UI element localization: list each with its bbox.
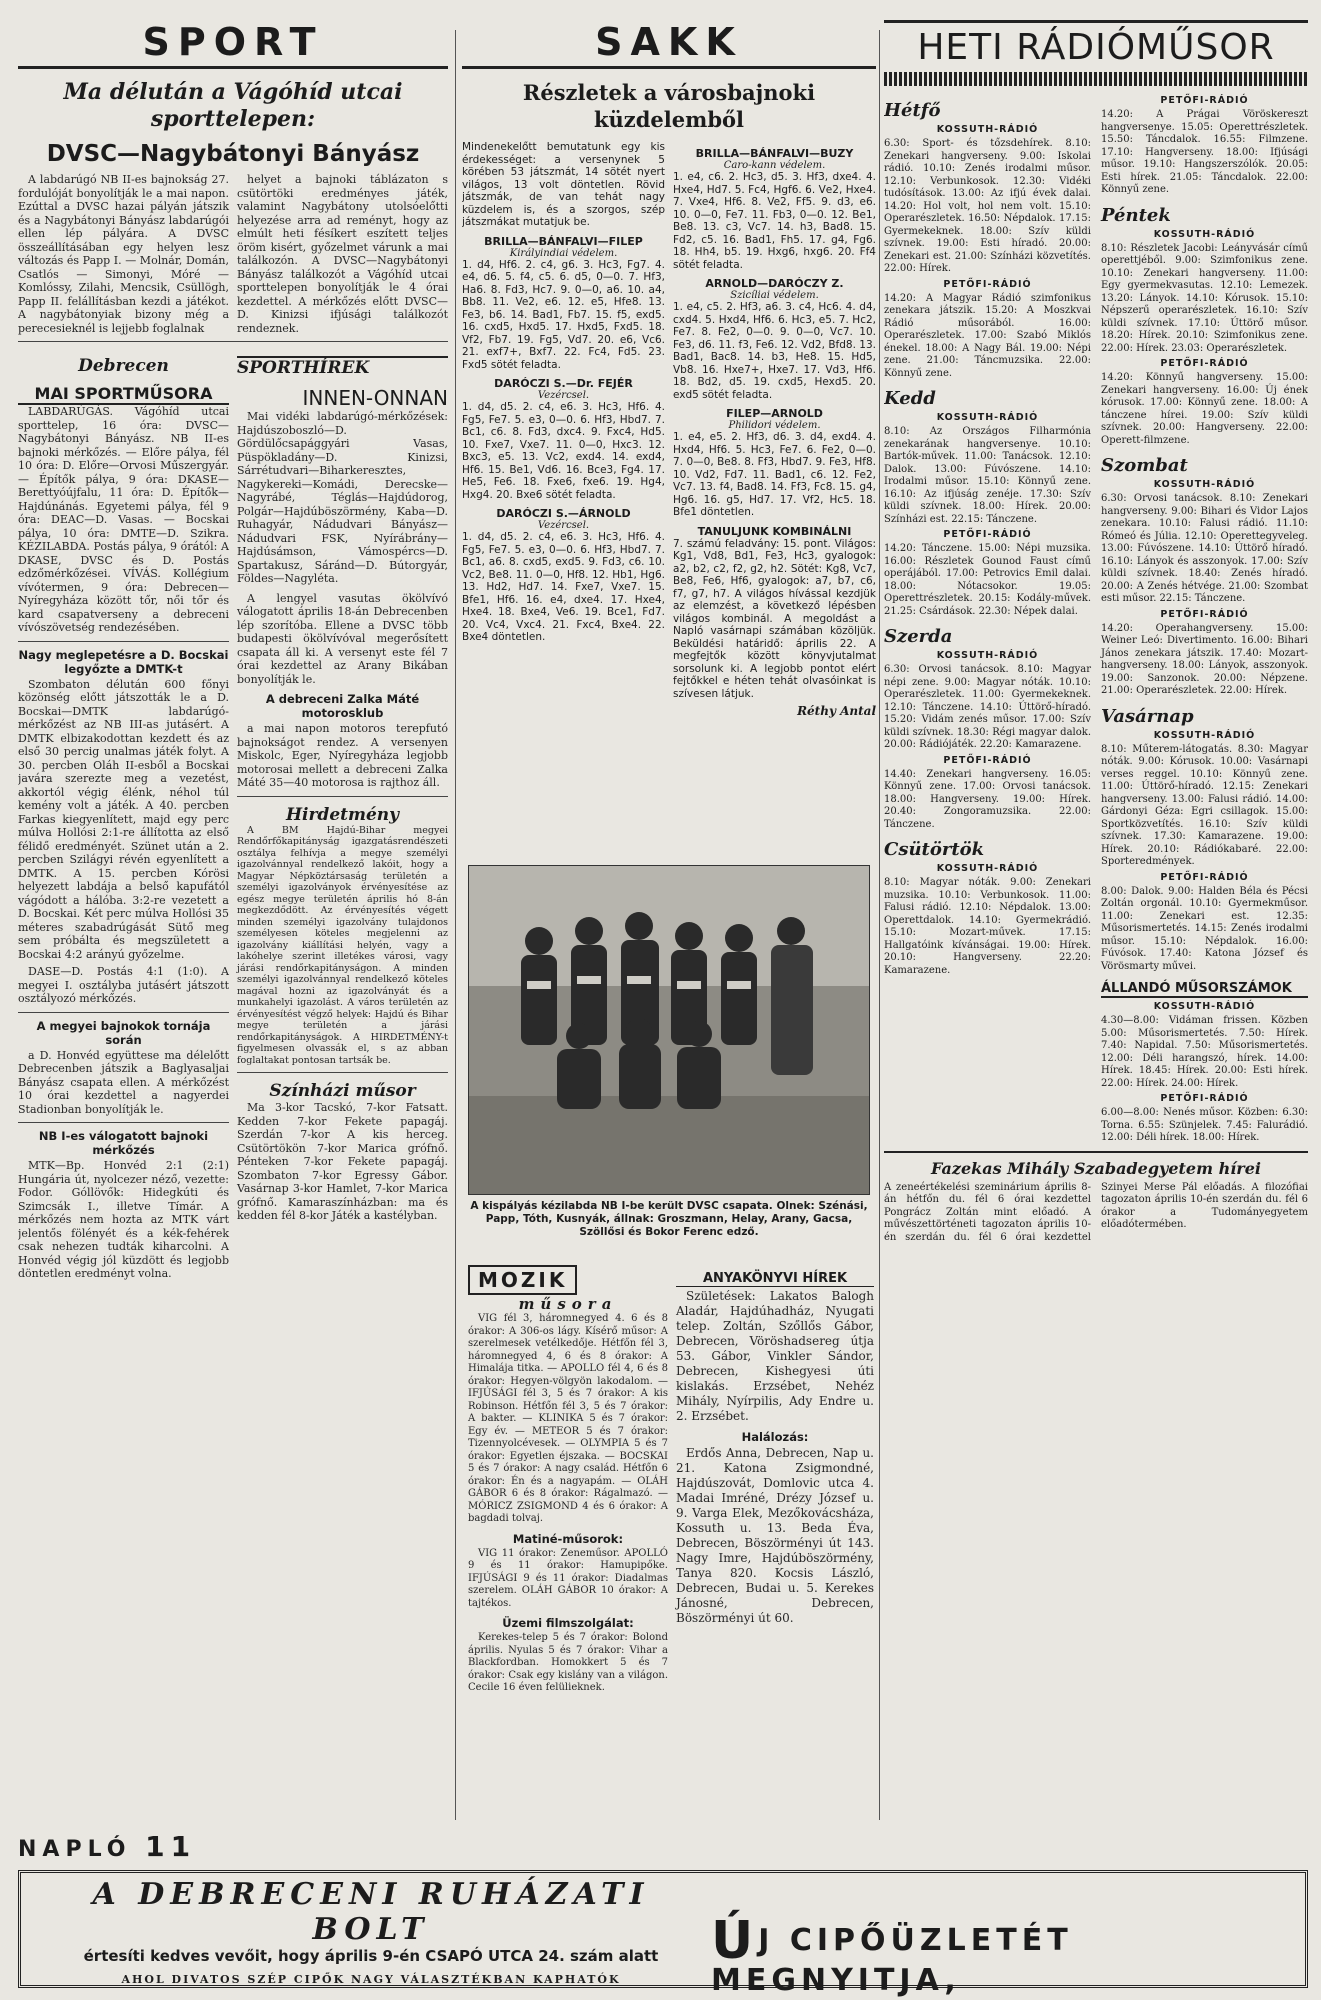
- program-text: 8.10: Magyar nóták. 9.00: Zenekari muzsika. 10.10: Verbunkosok. 11.00: Falusi rádió. 12.10: Népdalok. 13.00: Operettdalok. 14.10: Gyermekrádió. 15.10: Mozart-művek. 17.15: Hallgatóink kívánságai. 19.00: Hírek. 20.10: Hangverseny. 22.20: Kamarazene.: [884, 877, 1091, 976]
- station-label: KOSSUTH-RÁDIÓ: [936, 124, 1039, 135]
- mozik-title: MOZIK: [468, 1265, 577, 1295]
- anyakonyv-szuletes: Születések: Lakatos Balogh Aladár, Hajdúhadház, Nyugati telep. Zoltán, Szőllős Gábor, Debrecen, Vöröshadsereg útja 53. Gábor, Vinkler Sándor, Debrecen, Kishegyesi úti kislakás. Erzsébet, Nehéz Mihály, Nyírpilis, Ady Endre u. 2. Erzsébet.: [676, 1289, 874, 1423]
- naplo-label: NAPLÓ: [18, 1837, 132, 1862]
- station-label: KOSSUTH-RÁDIÓ: [1153, 228, 1256, 240]
- matine-text: VIG 11 órakor: Zeneműsor. APOLLÓ 9 és 11 órakor: Hamupipőke. IFJÚSÁGI 9 és 11 órakor: Diadalmas szerelem. OLÁH GÁBOR 10 órakor: A tajtékos.: [468, 1547, 668, 1609]
- radio-day-vasarnap: Vasárnap: [1101, 705, 1194, 727]
- station-label: KOSSUTH-RÁDIÓ: [1153, 729, 1256, 741]
- sakk-left: [462, 141, 665, 718]
- station-label: PETŐFI-RÁDIÓ: [1160, 1093, 1249, 1104]
- program-text: 14.20: A Magyar Rádió szimfonikus zenekara játszik. 15.20: A Moszkvai Rádió műsorából. 16.00: Operarészletek. 17.00: Szabó Miklós énekel. 18.00: A Nagy Bál. 19.00: Népi zene. 21.00: Táncmuzsika. 22.00: Könnyű zene.: [884, 292, 1091, 379]
- ad-line: értesíti kedves vevőit, hogy április 9-én CSAPÓ UTCA 24. szám alatt: [83, 1947, 659, 1965]
- sakk-signature: Réthy Antal: [797, 704, 876, 718]
- station-label: KOSSUTH-RÁDIÓ: [936, 863, 1039, 874]
- mai-sportmusor-title: Debrecen: [78, 356, 169, 376]
- bocskai-text: Szombaton délután 600 főnyi közönség előtt játszották le a D. Bocskai—DMTK labdarúgó-mérkőzést az NB III-as jutásért. A DMTK elbizakodottan kezdett és az első 30 percig unalmas játék folyt. A 30. percben Oláh II-esből a Bocskai javára szerezte meg a vezetést, akkortól végig élénk, néhol túl kemény volt a játék. A 40. percben Farkas kiegyenlített, majd egy perc múlva Hollósi 2:1-re állította az első félidő eredményét. Szünet után a 2. percben Szilágyi révén egyenlített a DMTK. A 15. percben Kórösi helyezett labdája a belső kapufától vágódott a hálóba. 3:2-re vezetett a D. Bocskai. Két perc múlva Hollósi 35 méteres szabadrúgását Sütő meg sem próbálta és megszületett a Bocskai 4:2 arányú győzelme.: [18, 677, 229, 961]
- divider: [18, 1012, 229, 1013]
- game-6-opening: Philidori védelem.: [728, 420, 821, 431]
- radio-title-rule: [884, 72, 1308, 86]
- kombinal-text: 7. számú feladvány: 15. pont. Világos: Kg1, Vd8, Bd1, Fe3, Hc3, gyalogok: a2, b2, c2, f2, g2, h2. Sötét: Kg8, Vc7, Be8, Fe6, Hf6, gyalogok: a7, b7, c6, f7, g7, h7. A világos hívással kezdjük az elemzést, a következő lépésben világos kombinál. A megoldást a Napló vasárnapi számában közöljük. Beküldési határidő: április 22. A megfejtők között könyvjutalmat sorsolunk ki. A legjobb pontot elért fejtőkkel e héten tehát olvasóinkat is szívesen látjuk.: [673, 537, 876, 700]
- game-3-head: DARÓCZI S.—ÁRNOLD: [496, 507, 631, 520]
- megyei-headline: A megyei bajnokok tornája során: [36, 1018, 211, 1047]
- mozik-section: [468, 1265, 668, 1695]
- station-label: KOSSUTH-RÁDIÓ: [1153, 1001, 1256, 1012]
- program-text: 14.20: Könnyű hangverseny. 15.00: Zenekari hangverseny. 16.00: Új ének kórusok. 17.00: Könnyű zene. 18.00: A tánczene hírei. 19.00: Szív küldi szívnek. 20.00: Hangverseny. 22.00: Operett-filmzene.: [1101, 372, 1308, 446]
- mai-sportmusor-subtitle: MAI SPORTMŰSORA: [18, 384, 229, 405]
- uzemi-head: Üzemi filmszolgálat:: [502, 1616, 634, 1630]
- station-label: PETŐFI-RÁDIÓ: [1160, 871, 1249, 883]
- radio-right-col: [1101, 92, 1308, 1145]
- column-rule: [455, 30, 456, 1820]
- bocskai-headline: Nagy meglepetésre a D. Bocskai legyőzte a DMTK-t: [18, 647, 229, 676]
- program-text: 14.40: Zenekari hangverseny. 16.05: Könnyű zene. 17.00: Orvosi tanácsok. 18.00: Hangverseny. 19.00: Hírek. 20.40: Zongoramuzsika. 22.00: Tánczene.: [884, 768, 1091, 830]
- station-label: PETŐFI-RÁDIÓ: [943, 278, 1032, 290]
- game-5-head: ARNOLD—DARÓCZY Z.: [705, 277, 844, 290]
- divider: [18, 341, 448, 342]
- dase-text: DASE—D. Postás 4:1 (1:0). A megyei I. osztályba jutásért játszott osztályozó mérkőzés.: [18, 965, 229, 1005]
- ad-headline: [711, 1903, 1305, 1998]
- game-6-head: FILEP—ARNOLD: [726, 407, 823, 420]
- team-photo: [468, 865, 870, 1195]
- program-text: 14.20: A Prágai Vöröskereszt hangversenye. 15.05: Operettrészletek. 15.50: Táncdalok. 16.55: Filmzene. 17.10: Hangverseny. 18.00: Ifjúsági műsor. 19.10: Hangszerszólók. 20.05: Esti hírek. 21.05: Táncdalok. 22.00: Könnyű zene.: [1101, 109, 1308, 195]
- kombinal-head: TANULJUNK KOMBINÁLNI: [697, 524, 852, 538]
- program-text: 8.00: Dalok. 9.00: Halden Béla és Pécsi Zoltán orgonál. 10.10: Gyermekműsor. 11.00: Zenekari est. 12.35: Műsorismertetés. 14.15: Zenés irodalmi műsor. 15.10: Népdalok. 16.00: Fúvósok. 17.40: Katona József és Vörösmarty művei.: [1101, 885, 1308, 972]
- matine-head: Matiné-műsorok:: [512, 1531, 624, 1546]
- game-3-opening: Vezércsel.: [537, 520, 590, 531]
- radio-day-kedd: Kedd: [884, 388, 936, 409]
- hirdetmeny-text: A BM Hajdú-Bihar megyei Rendőrfőkapitányság igazgatásrendészeti osztálya felhívja a megye személyi igazolvánnyal rendelkező lakóit, hogy a Magyar Népköztársaság területén a személyi igazolványok érvényesítése az egész megye területén április hó 8-án megkezdődött. Az érvényesítés végett minden személyi igazolvány tulajdonos személyesen köteles megjelenni az igazolvány kiállítási helyén, vagy a lakóhelye szerint illetékes városi, vagy járási rendőrkapitányságon. A minden személyi igazolvánnyal rendelkező köteles magával hozni az igazolványát és a munkahelyi igazolást. A város területén az érvényesítést végző helyek: Hajdú és Bihar megye területén a járási rendőrkapitányságok. A HIRDETMÉNY-t figyelmesen olvassák el, s az abban foglaltakat pontosan tartsák be.: [237, 824, 448, 1066]
- mozik-subtitle: műsora: [518, 1295, 618, 1313]
- radio-left-col: [884, 92, 1091, 1145]
- game-4-opening: Caro-kann védelem.: [723, 160, 826, 171]
- station-label: KOSSUTH-RÁDIÓ: [936, 412, 1039, 423]
- game-2-head: DARÓCZI S.—Dr. FEJÉR: [494, 377, 633, 390]
- sakk-right: [673, 141, 876, 718]
- uzemi-text: Kerekes-telep 5 és 7 órakor: Bolond április. Nyulas 5 és 7 órakor: Vihar a Blackfordban. Homokkert 5 és 7 órakor: Csak egy kislány van a világon. Cecile 16 éven felülieknek.: [468, 1632, 668, 1693]
- ad-title: A DEBRECENI RUHÁZATI BOLT: [92, 1877, 650, 1947]
- sport-column: [18, 20, 448, 1850]
- game-3-moves: 1. d4, d5. 2. c4, e6. 3. Hc3, Hf6. 4. Fg5, Fe7. 5. e3, 0—0. 6. Hf3, Hbd7. 7. Bc1, a6. 8. cxd5, exd5. 9. Fd3, c6. 10. Vc2, Be8. 11. 0—0, Hf8. 12. Hb1, Hg6. 13. Hd2, Hd7. 14. Fxe7, Vxe7. 15. Bfe1, Hf6. 16. e4, dxe4. 17. Hxe4, Hxe4. 18. Bxe4, Ve6. 19. Bce1, Fd7. 20. Vc4, Vxc4. 21. Fxc4, Bxe4. 22. Bxe4 döntetlen.: [462, 531, 665, 643]
- zalka-text: a mai napon motoros terepfutó bajnokságot rendez. A versenyen Miskolc, Eger, Nyíregyháza legjobb motorosai mellett a debreceni Zalka Máté 35—40 motorosa is rajthoz áll.: [237, 722, 448, 789]
- divider: [237, 796, 448, 797]
- program-text: 6.30: Orvosi tanácsok. 8.10: Zenekari hangverseny. 9.00: Bihari és Vidor Lajos zenekara. 10.10: Falusi rádió. 11.10: Rómeó és Júlia. 12.10: Operettegyveleg. 13.00: Fúvószene. 14.10: Úttörő híradó. 16.10: Lányok és asszonyok. 17.00: Szív küldi szívnek. 18.40: Zenés híradó. 20.00: A Zenés hétvége. 21.00: Szombat esti műsor. 22.15: Tánczene.: [1101, 493, 1308, 604]
- station-label: PETŐFI-RÁDIÓ: [1160, 95, 1249, 106]
- radio-schedule: [884, 92, 1308, 1145]
- allando-title: ÁLLANDÓ MŰSORSZÁMOK: [1101, 981, 1308, 998]
- radio-day-csutortok: Csütörtök: [884, 839, 985, 860]
- mai-sportmusor-text: LABDARÚGÁS. Vágóhíd utcai sporttelep, 16 óra: DVSC—Nagybátonyi Bányász. NB II-es bajnoki mérkőzés. — Előre pálya, fél 10 óra: D. Előre—Orvosi Műszergyár. — Építők pálya, 9 óra: DKASE—Berettyóújfalu, 11 óra: D. Építők—Hajdúnánás. Egyetemi pálya, fél 9 óra: DEAC—D. Vasas. — Bocskai pálya, 10 óra: DMTE—D. Szikra. KÉZILABDA. Postás pálya, 9 órától: A DKASE, DVSC és D. Postás edzőmérkőzései. VÍVÁS. Kollégium vívótermen, 9 óra: Debrecen—Nyíregyháza között tőr, női tőr és kard csapatverseny a debreceni vívószövetség rendezésében.: [18, 405, 229, 634]
- halal-head: Halálozás:: [741, 1430, 809, 1444]
- radio-day-szombat: Szombat: [1101, 455, 1188, 476]
- program-text: 8.10: Részletek Jacobi: Leányvásár című operettjéből. 9.00: Szimfonikus zene. 10.10: Zenekari hangverseny. 11.00: Egy gyermekvasutas. 12.10: Lemezek. 13.20: Lányok. 14.10: Kórusok. 15.10: Népszerű operarészletek. 16.10: Szív küldi szívnek. 17.10: Úttörő műsor. 18.20: Hírek. 20.10: Szimfonikus zene. 22.00: Hírek. 23.03: Operarészletek.: [1101, 242, 1308, 354]
- szinhaz-text: Ma 3-kor Tacskó, 7-kor Fatsatt. Kedden 7-kor Fekete papagáj. Szerdán 7-kor A kis herceg. Csütörtökön 7-kor Marica grófnő. Pénteken 7-kor Fekete papagáj. Szombaton 7-kor Egressy Gábor. Vasárnap 3-kor Hamlet, 7-kor Marica grófnő. Kamaraszínházban: ma és kedden fél 8-kor Játék a kastélyban.: [237, 1101, 448, 1222]
- sporthirek-subtitle: INNEN-ONNAN: [302, 386, 448, 410]
- sporthirek-text-2: A lengyel vasutas ökölvívó válogatott április 18-án Debrecenben lép szorítóba. Ellene a DVSC több budapesti ökölvívóval megerősített csapata áll ki. A versenyt este fél 7 órai kezdettel az Arany Bikában bonyolítják le.: [237, 591, 448, 686]
- sporthirek-title: SPORTHÍREK: [237, 356, 448, 378]
- game-5-moves: 1. e4, c5. 2. Hf3, a6. 3. c4, Hc6. 4. d4, cxd4. 5. Hxd4, Hf6. 6. Hc3, e5. 7. Hc2, Fe7. 8. Fe2, 0—0. 9. 0—0, Vc7. 10. Fe3, d6. 11. f3, Fe6. 12. Vd2, Bfd8. 13. Bad1, Bac8. 14. b3, He8. 15. Hd5, Vb8. 16. Hxe7+, Hxe7. 17. Vd3, Hf6. 18. Bd2, d5. 19. cxd5, Hexd5. 20. exd5 sötét feladta.: [673, 301, 876, 401]
- halal-text: Erdős Anna, Debrecen, Nap u. 21. Katona Zsigmondné, Hajdúszovát, Domlovic utca 4. Madai Imréné, Drézy József u. 9. Varga Elek, Mezőkovácsháza, Kossuth u. 13. Beda Éva, Debrecen, Böszörményi út 143. Nagy Imre, Hajdúböszörmény, Tanya 820. Kocsis László, Debrecen, Budai u. 5. Kerekes Jánosné, Debrecen, Böszörményi út 60.: [676, 1446, 874, 1625]
- radio-column: [884, 20, 1308, 1850]
- page-footer: [18, 1830, 196, 1863]
- anyakonyv-title: ANYAKÖNYVI HÍREK: [676, 1271, 874, 1287]
- sakk-masthead: SAKK: [462, 20, 876, 69]
- ad-line-2: AHOL DIVATOS SZÉP CIPŐK NAGY VÁLASZTÉKBAN KAPHATÓK: [121, 1973, 621, 1986]
- sakk-intro: Mindenekelőtt bemutatunk egy kis érdekességet: a versenynek 5 körében 53 játszmát, 14 sötét nyert világos, 13 volt döntetlen. Rövid játszmák, de van tehát nagy küzdelem is, és a szorgos, szép játszmákat mutatjuk be.: [462, 141, 665, 228]
- station-label: PETŐFI-RÁDIÓ: [943, 529, 1032, 540]
- sport-left-col: [18, 348, 229, 1281]
- radio-day-pentek: Péntek: [1101, 204, 1171, 226]
- fazekas-text: A zeneértékelési szeminárium április 8-án hétfőn du. fél 6 órai kezdettel Pongrácz Zoltán mint előadó. A művészettörténeti tagozaton április 10-én szerdán du. fél 6 órai kezdettel Szinyei Merse Pál előadás. A filozófiai tagozaton április 10-én szerdán du. fél 6 órakor a Tudományegyetem előadótermében.: [884, 1181, 1308, 1243]
- sakk-column: [462, 20, 876, 860]
- column-rule: [879, 30, 880, 1820]
- game-1-head: BRILLA—BÁNFALVI—FILEP: [484, 234, 643, 248]
- sport-lead: [18, 173, 448, 335]
- zalka-headline: A debreceni Zalka Máté motorosklub: [265, 692, 420, 720]
- station-label: KOSSUTH-RÁDIÓ: [1153, 479, 1256, 490]
- program-text: 8.10: Az Országos Filharmónia zenekarának hangversenye. 10.10: Bartók-művek. 11.00: Tanácsok. 12.10: Dalok. 13.00: Fúvószene. 14.10: Irodalmi műsor. 15.10: Könnyű zene. 16.10: Az ifjúság zenéje. 17.30: Szív küldi szívnek. 18.00: Hírek. 20.00: Színházi est. 22.15: Tánczene.: [884, 426, 1091, 525]
- szinhaz-title: Színházi műsor: [269, 1081, 416, 1101]
- photo-caption: A kispályás kézilabda NB I-be került DVSC csapata. Olnek: Szénási, Papp, Tóth, Kusnyák, állnak: Groszmann, Helay, Arany, Gacsa, Szöllősi és Bokor Ferenc edző.: [470, 1200, 868, 1238]
- mozik-text: VIG fél 3, háromnegyed 4. 6 és 8 órakor: A 306-os lágy. Kísérő műsor: A szerelmesek vetélkedője. Hétfőn fél 3, háromnegyed 4, 6 és 8 órakor: A Himalája titka. — APOLLO fél 4, 6 és 8 órakor: Hegyen-völgyön lakodalom. — IFJÚSÁGI fél 3, 5 és 7 órakor: A kis Robinson. Hétfőn fél 3, 5 és 7 órakor: A bakter. — KLINIKA 5 és 7 órakor: Egy év. — METEOR 5 és 7 órakor: Tizennyolcévesek. — OLYMPIA 5 és 7 órakor: Egyetlen éjszaka. — BOCSKAI 5 és 7 órakor: A nagy család. Hétfőn 6 órakor: Én és a nagyapám. — OLÁH GÁBOR 6 és 8 órakor: Rágalmazó. — MÓRICZ ZSIGMOND 4 és 6 órakor: A bagdadi tolvaj.: [468, 1313, 668, 1524]
- sport-lead-right: helyet a bajnoki táblázaton s csütörtöki eredményes játék, valamint Nagybátony utolsóelőtti helyezése arra ad reményt, hogy az elmúlt heti fésíkert eszített teljes öröm kisért, győzelmet várunk a mai találkozón. A DVSC—Nagybátonyi Bányász találkozót a Vágóhíd utcai sporttelepen bonyolítják le 4 órai kezdettel. A mérkőzés előtt DVSC—D. Kinizsi ifjúsági találkozót rendeznek.: [237, 173, 448, 335]
- hirdetmeny-title: Hirdetmény: [285, 804, 400, 825]
- station-label: PETŐFI-RÁDIÓ: [943, 754, 1032, 766]
- divider: [18, 641, 229, 642]
- station-label: KOSSUTH-RÁDIÓ: [936, 650, 1039, 661]
- radio-title: HETI RÁDIÓMŰSOR: [884, 20, 1308, 68]
- ad-headline-initial: Ú: [711, 1911, 759, 1971]
- sport-headline: DVSC—Nagybátonyi Bányász: [46, 141, 420, 167]
- sakk-body: [462, 141, 876, 718]
- page-number: 11: [145, 1830, 197, 1863]
- program-text: 6.30: Orvosi tanácsok. 8.10: Magyar népi zene. 9.00: Magyar nóták. 10.10: Operarészletek. 11.00: Gyermekeknek. 12.10: Tánczene. 14.10: Úttörő-híradó. 15.20: Vidám zenés műsor. 17.00: Szív küldi szívnek. 18.30: Régi magyar dalok. 20.00: Rádiójáték. 22.20: Kamarazene.: [884, 664, 1091, 750]
- game-2-moves: 1. d4, d5. 2. c4, e6. 3. Hc3, Hf6. 4. Fg5, Fe7. 5. e3, 0—0. 6. Hf3, Hbd7. 7. Bc1, c6. 8. Fd3, dxc4. 9. Fxc4, Hd5. 10. Fxe7, Vxe7. 11. 0—0, Hxc3. 12. Bxc3, e5. 13. Vc2, exd4. 14. exd4, Hf6. 15. Be1, Vd6. 16. Bce3, Fg4. 17. He5, Fe6. 18. Fxe6, fxe6. 19. Hg4, Hxg4. 20. Bxe6 sötét feladta.: [462, 401, 665, 501]
- sport-deck: Ma délután a Vágóhíd utcai sporttelepen:: [63, 79, 403, 132]
- team-photo-image: [469, 866, 870, 1195]
- divider: [18, 1122, 229, 1123]
- megyei-text: a D. Honvéd együttese ma délelőtt Debrecenben játszik a Baglyasaljai Bányász csapata ellen. A mérkőzést 10 órai kezdettel a nagyerdei Stadionban bonyolítják le.: [18, 1048, 229, 1116]
- game-1-moves: 1. d4, Hf6. 2. c4, g6. 3. Hc3, Fg7. 4. e4, d6. 5. f4, c5. 6. d5, 0—0. 7. Hf3, Ha6. 8. Fd3, Hc7. 9. 0—0, a6. 10. a4, Bb8. 11. Ve2, e6. 12. e5, Hfe8. 13. Fe3, b6. 14. Bad1, Fb7. 15. f5, exd5. 16. cxd5, Hxd5. 17. Hxd5, Fxd5. 18. Vf2, Fb7. 19. Fg5, Vd7. 20. e6, Vc6. 21. exf7+, Bxf7. 22. Fc4, Fd5. 23. Fxd5 sötét feladta.: [462, 258, 665, 371]
- radio-day-hetfo: Hétfő: [884, 100, 941, 121]
- game-1-opening: Királyindiai védelem.: [509, 247, 618, 259]
- sport-lead-left: A labdarúgó NB II-es bajnokság 27. fordulóját bonyolítják le a mai napon. Ezúttal a DVSC hazai pályán játszik és a Nagybátonyi Bányász labdarúgói ellen lép pályára. A DVSC összeállításában egy helyen lesz változás és Papp I. — Molnár, Domán, Csatlós — Simonyi, Móré — Komlóssy, Zilahi, Mencsik, Csüllögh, Papp II. felállításban kezdi a játékot. A nagybátonyiak bizony még a perecesieknél is lejjebb foglalnak: [18, 173, 229, 335]
- program-text: 8.10: Műterem-látogatás. 8.30: Magyar nóták. 9.00: Kórusok. 10.00: Vasárnapi verses reggel. 10.10: Könnyű zene. 11.00: Úttörő-híradó. 12.15: Zenekari hangverseny. 13.00: Falusi rádió. 14.00: Gárdonyi Géza: Egri csillagok. 15.00: Sportközvetítés. 16.10: Szív küldi szívnek. 17.30: Kamarazene. 19.00: Hírek. 20.10: Rádiókabaré. 22.00: Sporteredmények.: [1101, 743, 1308, 867]
- anyakonyv-section: [676, 1265, 874, 1626]
- game-4-head: BRILLA—BÁNFALVI—BUZY: [695, 147, 854, 160]
- fazekas-title: Fazekas Mihály Szabadegyetem hírei: [884, 1151, 1308, 1178]
- advertisement: [18, 1870, 1308, 1998]
- nb1-text: MTK—Bp. Honvéd 2:1 (2:1) Hungária út, nyolcezer néző, vezette: Fodor. Góllövők: Hidegkúti és Szimcsák I., illetve Tímár. A mérkőzés nem hozta az MTK várt jelentős fölényét és a kék-fehérek csak nehezen tudták kiharcolni. A Honvéd végig jól küzdött és legjobb döntetlen eredményt volna.: [18, 1159, 229, 1280]
- sakk-deck: Részletek a városbajnoki küzdelemből: [522, 80, 816, 132]
- program-text: 6.00—8.00: Nenés műsor. Közben: 6.30: Torna. 6.55: Szünjelek. 7.45: Falurádió. 12.00: Déli hírek. 18.00: Hírek.: [1101, 1107, 1308, 1143]
- program-text: 4.30—8.00: Vidáman frissen. Közben 5.00: Műsorismertetés. 7.50: Hírek. 7.40: Napidal. 7.50: Műsorismertetés. 12.00: Déli harangszó, hírek. 14.00: Hírek. 18.45: Hírek. 20.00: Esti hírek. 22.00: Hírek. 24.00: Hírek.: [1101, 1015, 1308, 1089]
- game-5-opening: Szicíliai védelem.: [730, 290, 819, 301]
- program-text: 6.30: Sport- és tőzsdehírek. 8.10: Zenekari hangverseny. 9.00: Iskolai rádió. 10.10: Zenés irodalmi műsor. 12.10: Verbunkosok. 12.30: Vidéki tudósítások. 13.00: Az ifjú évek dalai. 14.20: Hol volt, hol nem volt. 15.10: Operarészletek. 16.50: Népdalok. 17.15: Gyermekeknek. 18.00: Szív küldi szívnek. 19.00: Esti híradó. 20.00: Zenekari est. 21.00: Színházi közvetítés. 22.00: Hírek.: [884, 138, 1091, 274]
- sport-right-col: [237, 348, 448, 1281]
- station-label: PETŐFI-RÁDIÓ: [1160, 358, 1249, 369]
- radio-day-szerda: Szerda: [884, 626, 953, 647]
- station-label: PETŐFI-RÁDIÓ: [1160, 608, 1249, 620]
- sport-masthead: SPORT: [18, 20, 448, 69]
- program-text: 14.20: Operahangverseny. 15.00: Weiner Leó: Divertimento. 16.00: Bihari János zenekara játszik. 17.40: Mozart-hangverseny. 18.00: Lányok, asszonyok. 19.00: Sanzonok. 20.00: Népzene. 21.00: Operarészletek. 22.00: Hírek.: [1101, 622, 1308, 696]
- sporthirek-text-1: Mai vidéki labdarúgó-mérkőzések: Hajdúszoboszló—D. Gördülőcsapággyári Vasas, Püspökladány—D. Kinizsi, Sárrétudvari—Biharkeresztes, Nagykereki—Komádi, Derecske—Nagyrábé, Téglás—Hajdúdorog, Polgár—Hajdúböszörmény, Kaba—D. Ruhagyár, Nádudvari Bányász—Nádudvari FSK, Nyírábrány—Hajdúsámson, Vámospércs—D. Spartakusz, Sáránd—D. Bútorgyár, Földes—Nagyléta.: [237, 410, 448, 585]
- game-6-moves: 1. e4, e5. 2. Hf3, d6. 3. d4, exd4. 4. Hxd4, Hf6. 5. Hc3, Fe7. 6. Fe2, 0—0. 7. 0—0, Be8. 8. Ff3, Hbd7. 9. Fe3, Hf8. 10. Vd2, Fd7. 11. Bad1, c6. 12. Fe2, Vc7. 13. f4, Bad8. 14. Ff3, Fc8. 15. g4, Hg6. 16. g5, Hd7. 17. Vf2, Hc5. 18. Bfe1 döntetlen.: [673, 431, 876, 518]
- divider: [237, 1072, 448, 1073]
- game-4-moves: 1. e4, c6. 2. Hc3, d5. 3. Hf3, dxe4. 4. Hxe4, Hd7. 5. Fc4, Hgf6. 6. Vе2, Hxe4. 7. Vxe4, Hf6. 8. Ve2, Ff5. 9. d3, e6. 10. 0—0, Fe7. 11. Fb3, 0—0. 12. Bе1, Bе8. 13. c3, Vc7. 14. h3, Bad8. 15. Fd2, c5. 16. Bad1, Fh5. 17. g4, Fg6. 18. Hh4, b5. 19. Hxg6, hxg6. 20. Ff4 sötét feladta.: [673, 171, 876, 271]
- program-text: 14.20: Tánczene. 15.00: Népi muzsika. 16.00: Részletek Gounod Faust című operájából. 17.00: Petrovics Emil dalai. 18.00: Nótacsokor. 19.05: Operettrészletek. 20.15: Kodály-művek. 21.25: Csárdások. 22.30: Népek dalai.: [884, 543, 1091, 617]
- nb1-headline: NB I-es válogatott bajnoki mérkőzés: [38, 1129, 209, 1157]
- game-2-opening: Vezércsel.: [537, 390, 590, 401]
- ad-headline-rest: J CIPŐÜZLETÉT MEGNYITJA,: [711, 1923, 1073, 1998]
- sport-lower: [18, 348, 448, 1281]
